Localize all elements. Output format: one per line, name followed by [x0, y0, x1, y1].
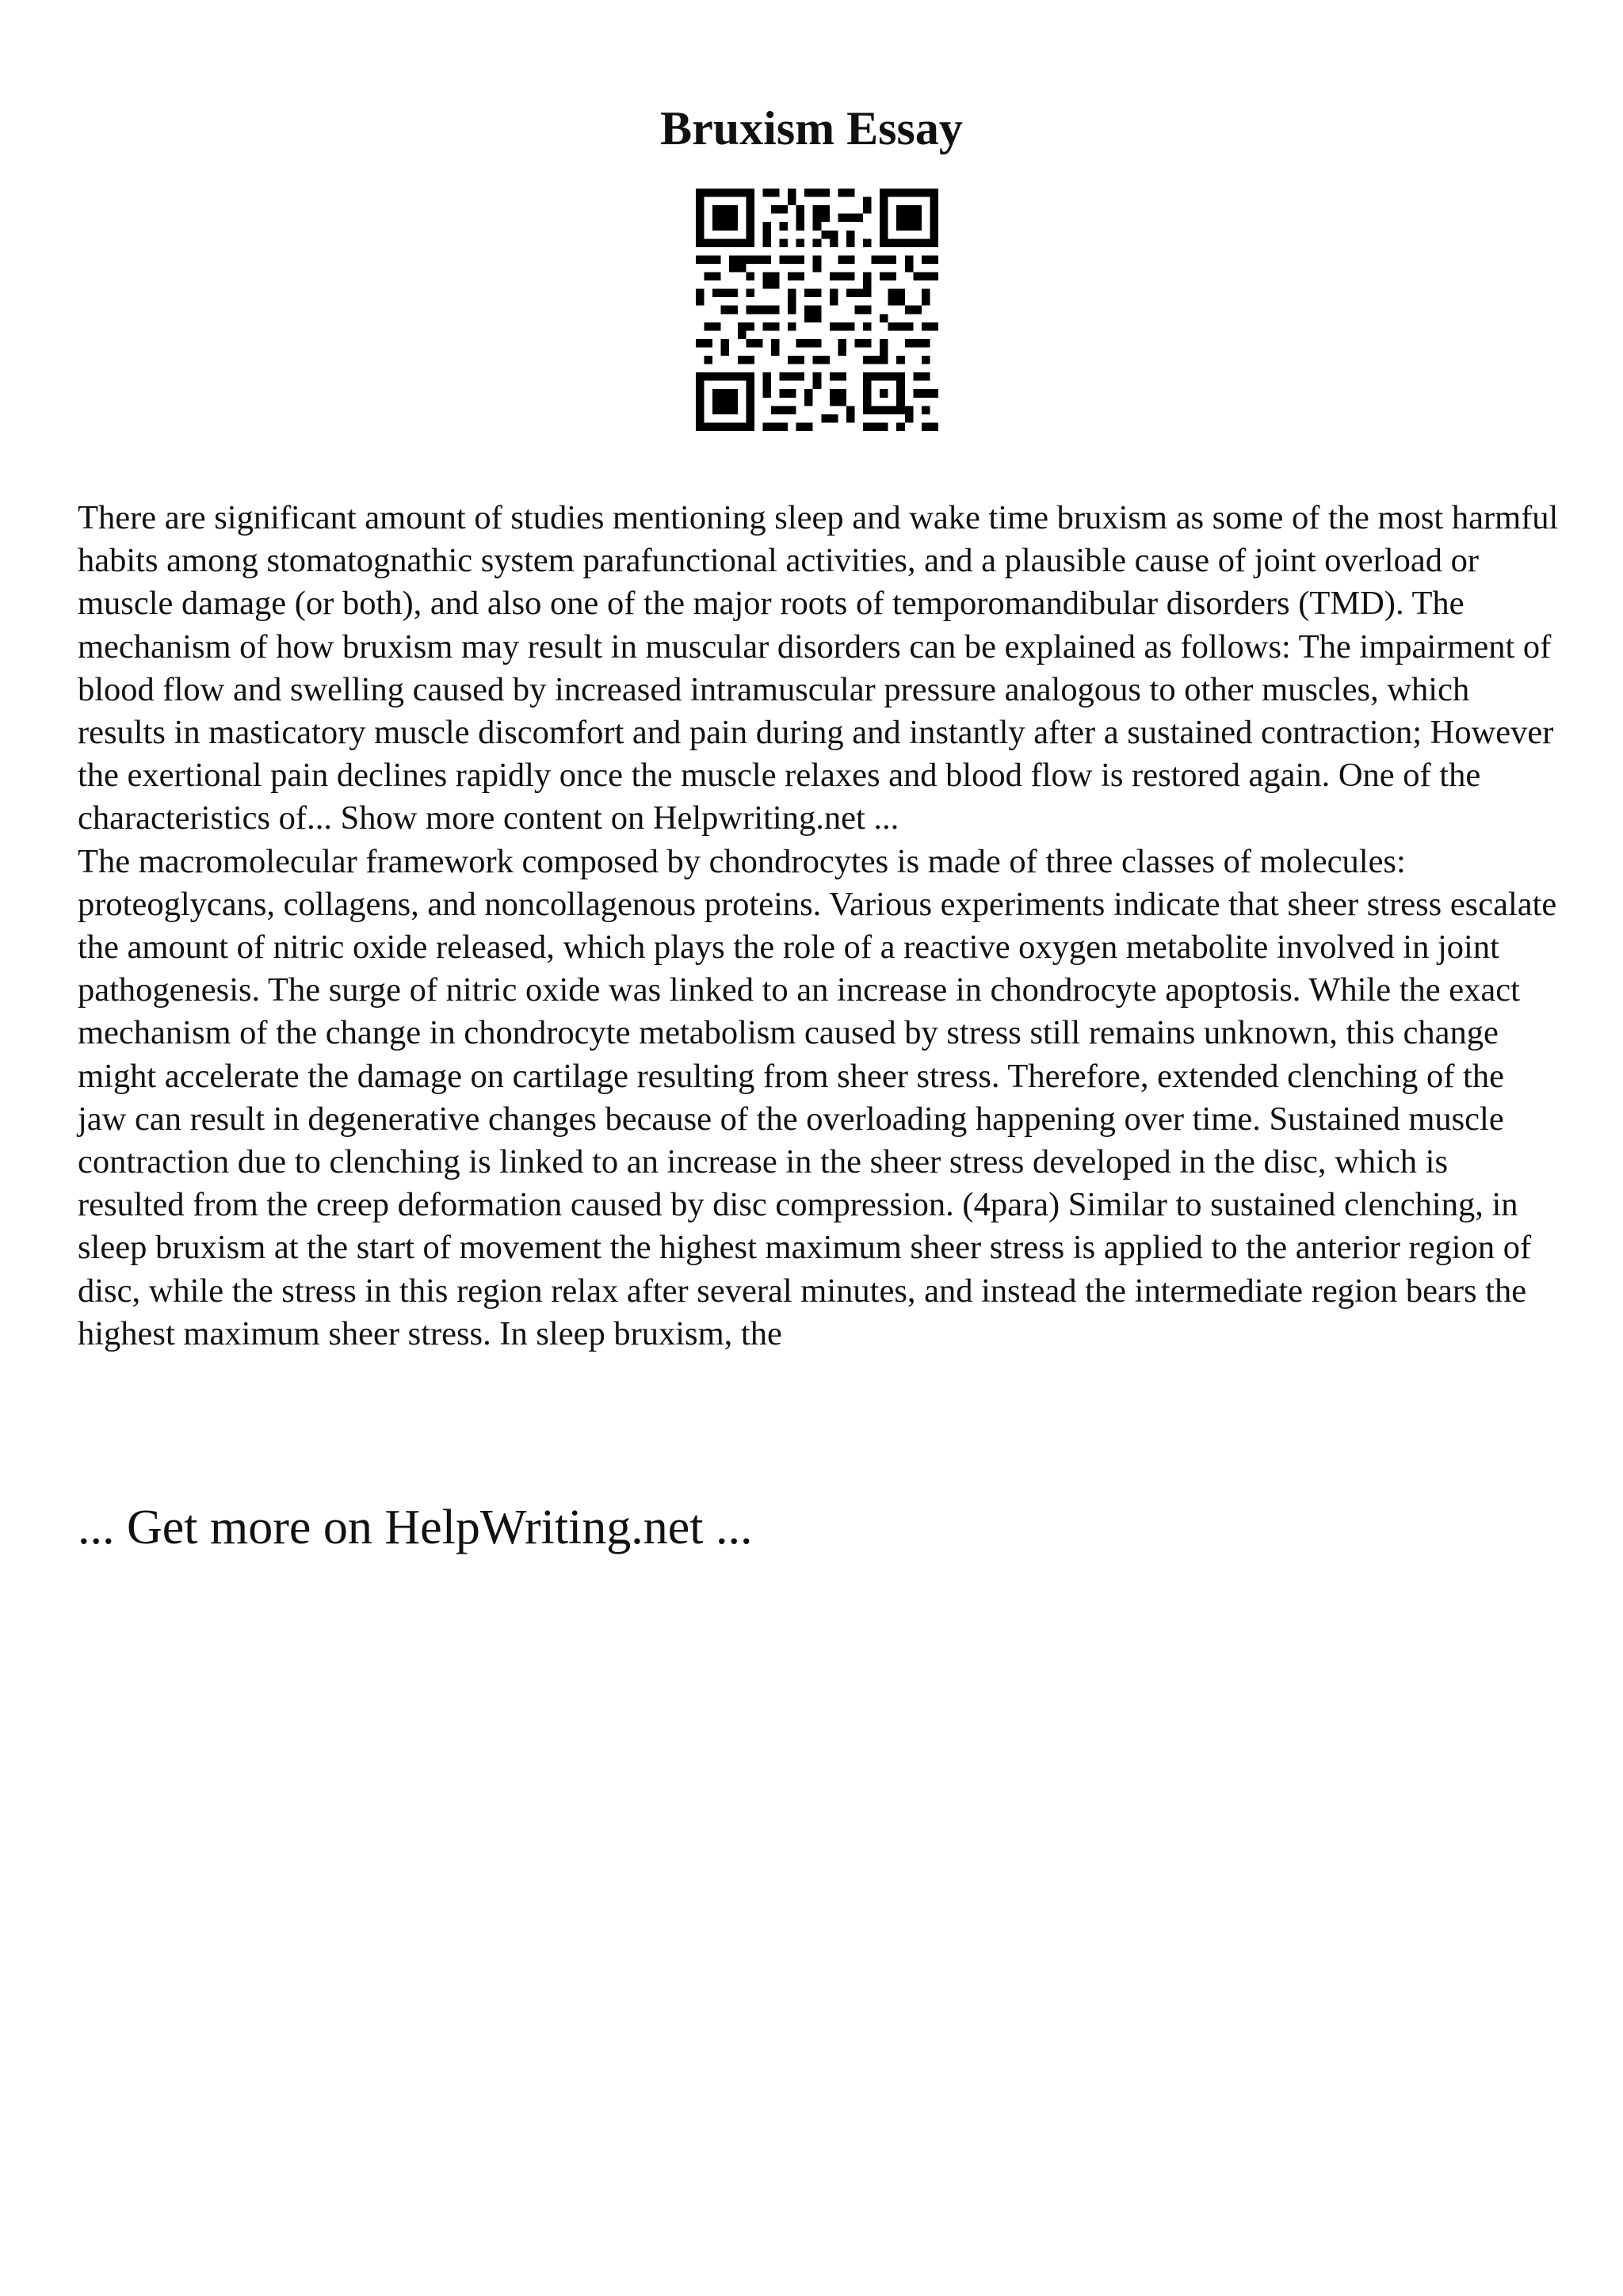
get-more-link[interactable]: ... Get more on HelpWriting.net ...	[78, 1501, 753, 1554]
page-title: Bruxism Essay	[660, 102, 963, 154]
show-more-link[interactable]: Show more content on Helpwriting.net ...	[340, 799, 899, 837]
qr-code-icon	[696, 189, 938, 431]
essay-body	[78, 497, 1560, 1356]
essay-paragraph	[78, 497, 1560, 841]
essay-paragraph: The macromolecular framework composed by chondrocytes is made of three classes of molecules: proteoglycans, collagens, and noncollagenous proteins. Various experiments indicate that sheer stress escalate the amount of nitric oxide released, which plays the role of a reactive oxygen metabolite involved in joint pathogenesis. The surge of nitric oxide was linked to an increase in chondrocyte apoptosis. While the exact mechanism of the change in chondrocyte metabolism caused by stress still remains unknown, this change might accelerate the damage on cartilage resulting from sheer stress. Therefore, extended clenching of the jaw can result in degenerative changes because of the overloading happening over time. Sustained muscle contraction due to clenching is linked to an increase in the sheer stress developed in the disc, which is resulted from the creep deformation caused by disc compression. (4para) Similar to sustained clenching, in sleep bruxism at the start of movement the highest maximum sheer stress is applied to the anterior region of disc, while the stress in this region relax after several minutes, and instead the intermediate region bears the highest maximum sheer stress. In sleep bruxism, the	[78, 842, 1557, 1352]
paragraph-text: There are significant amount of studies mentioning sleep and wake time bruxism as some of the most harmful habits among stomatognathic system parafunctional activities, and a plausible cause of joint overload or muscle damage (or both), and also one of the major roots of temporomandibular disorders (TMD). The mechanism of how bruxism may result in muscular disorders can be explained as follows: The impairment of blood flow and swelling caused by increased intramuscular pressure analogous to other muscles, which results in masticatory muscle discomfort and pain during and instantly after a sustained contraction; However the exertional pain declines rapidly once the muscle relaxes and blood flow is restored again. One of the characteristics of...	[78, 499, 1559, 837]
